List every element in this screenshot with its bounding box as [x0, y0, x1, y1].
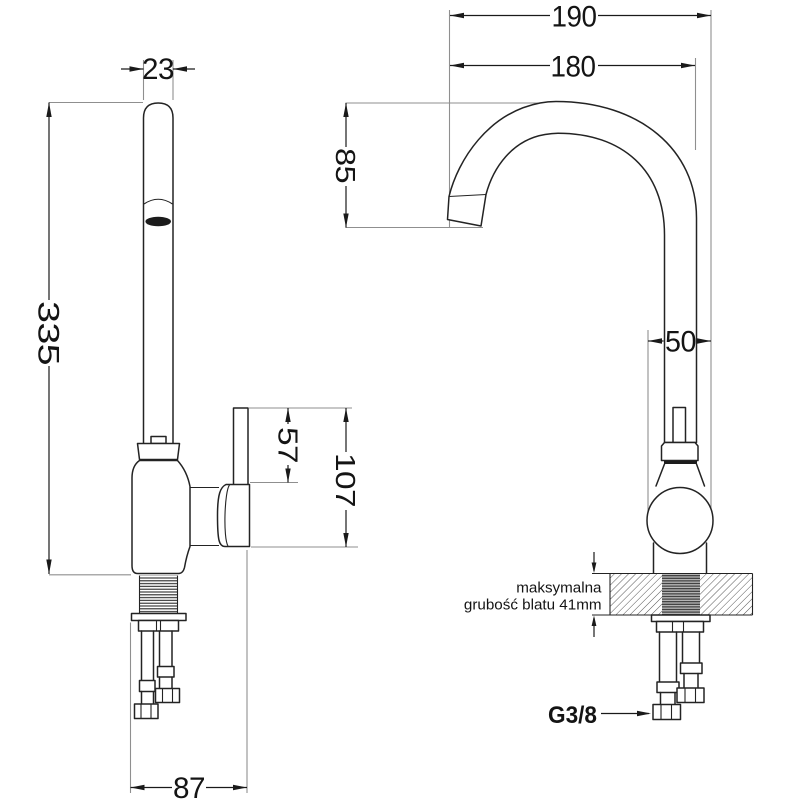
swivel-mark: [151, 437, 166, 444]
mounting-nut: [139, 621, 179, 632]
thread-size-label: G3/8: [548, 702, 597, 729]
supply-hose-left: [653, 632, 681, 720]
body-sphere: [647, 488, 713, 554]
front-view: [448, 102, 753, 720]
countertop-section: [592, 574, 753, 616]
supply-hose-right: [156, 631, 180, 703]
hose-nut: [653, 705, 681, 720]
counter-note-line2: grubość blatu 41mm: [463, 596, 602, 614]
dim-spout-diameter: 23: [142, 53, 174, 86]
lever-side: [234, 408, 249, 485]
flange: [132, 614, 187, 621]
dim-body-diameter: 50: [665, 325, 696, 359]
cartridge-block: [662, 443, 699, 461]
hose-nut: [156, 689, 180, 703]
dim-total-height: 335: [31, 301, 65, 350]
flange: [652, 615, 711, 622]
dim-spout-drop: 85: [330, 148, 361, 179]
dim-base-depth: 87: [173, 772, 205, 800]
dim-handle-height: 107: [330, 453, 361, 499]
dim-overall-reach: 190: [551, 0, 597, 34]
spout-collar: [138, 444, 180, 460]
dim-lever-rise: 57: [272, 427, 304, 458]
thread-through-counter: [662, 574, 700, 615]
threaded-shank: [140, 576, 178, 614]
mounting-nut: [657, 622, 704, 633]
counter-note-line1: maksymalna: [516, 579, 602, 597]
dim-spout-reach: 180: [550, 50, 596, 84]
side-view: [132, 103, 250, 719]
supply-hose-right: [677, 632, 704, 703]
supply-hose-left: [135, 631, 159, 719]
faucet-body: [132, 461, 190, 574]
hose-nut: [677, 688, 704, 703]
mounting-hardware-front: [652, 615, 711, 720]
aerator-outlet: [145, 217, 171, 227]
spout-column: [144, 103, 174, 443]
handle-base: [218, 485, 250, 547]
spout-curve: [448, 102, 697, 443]
hose-nut: [135, 704, 159, 719]
